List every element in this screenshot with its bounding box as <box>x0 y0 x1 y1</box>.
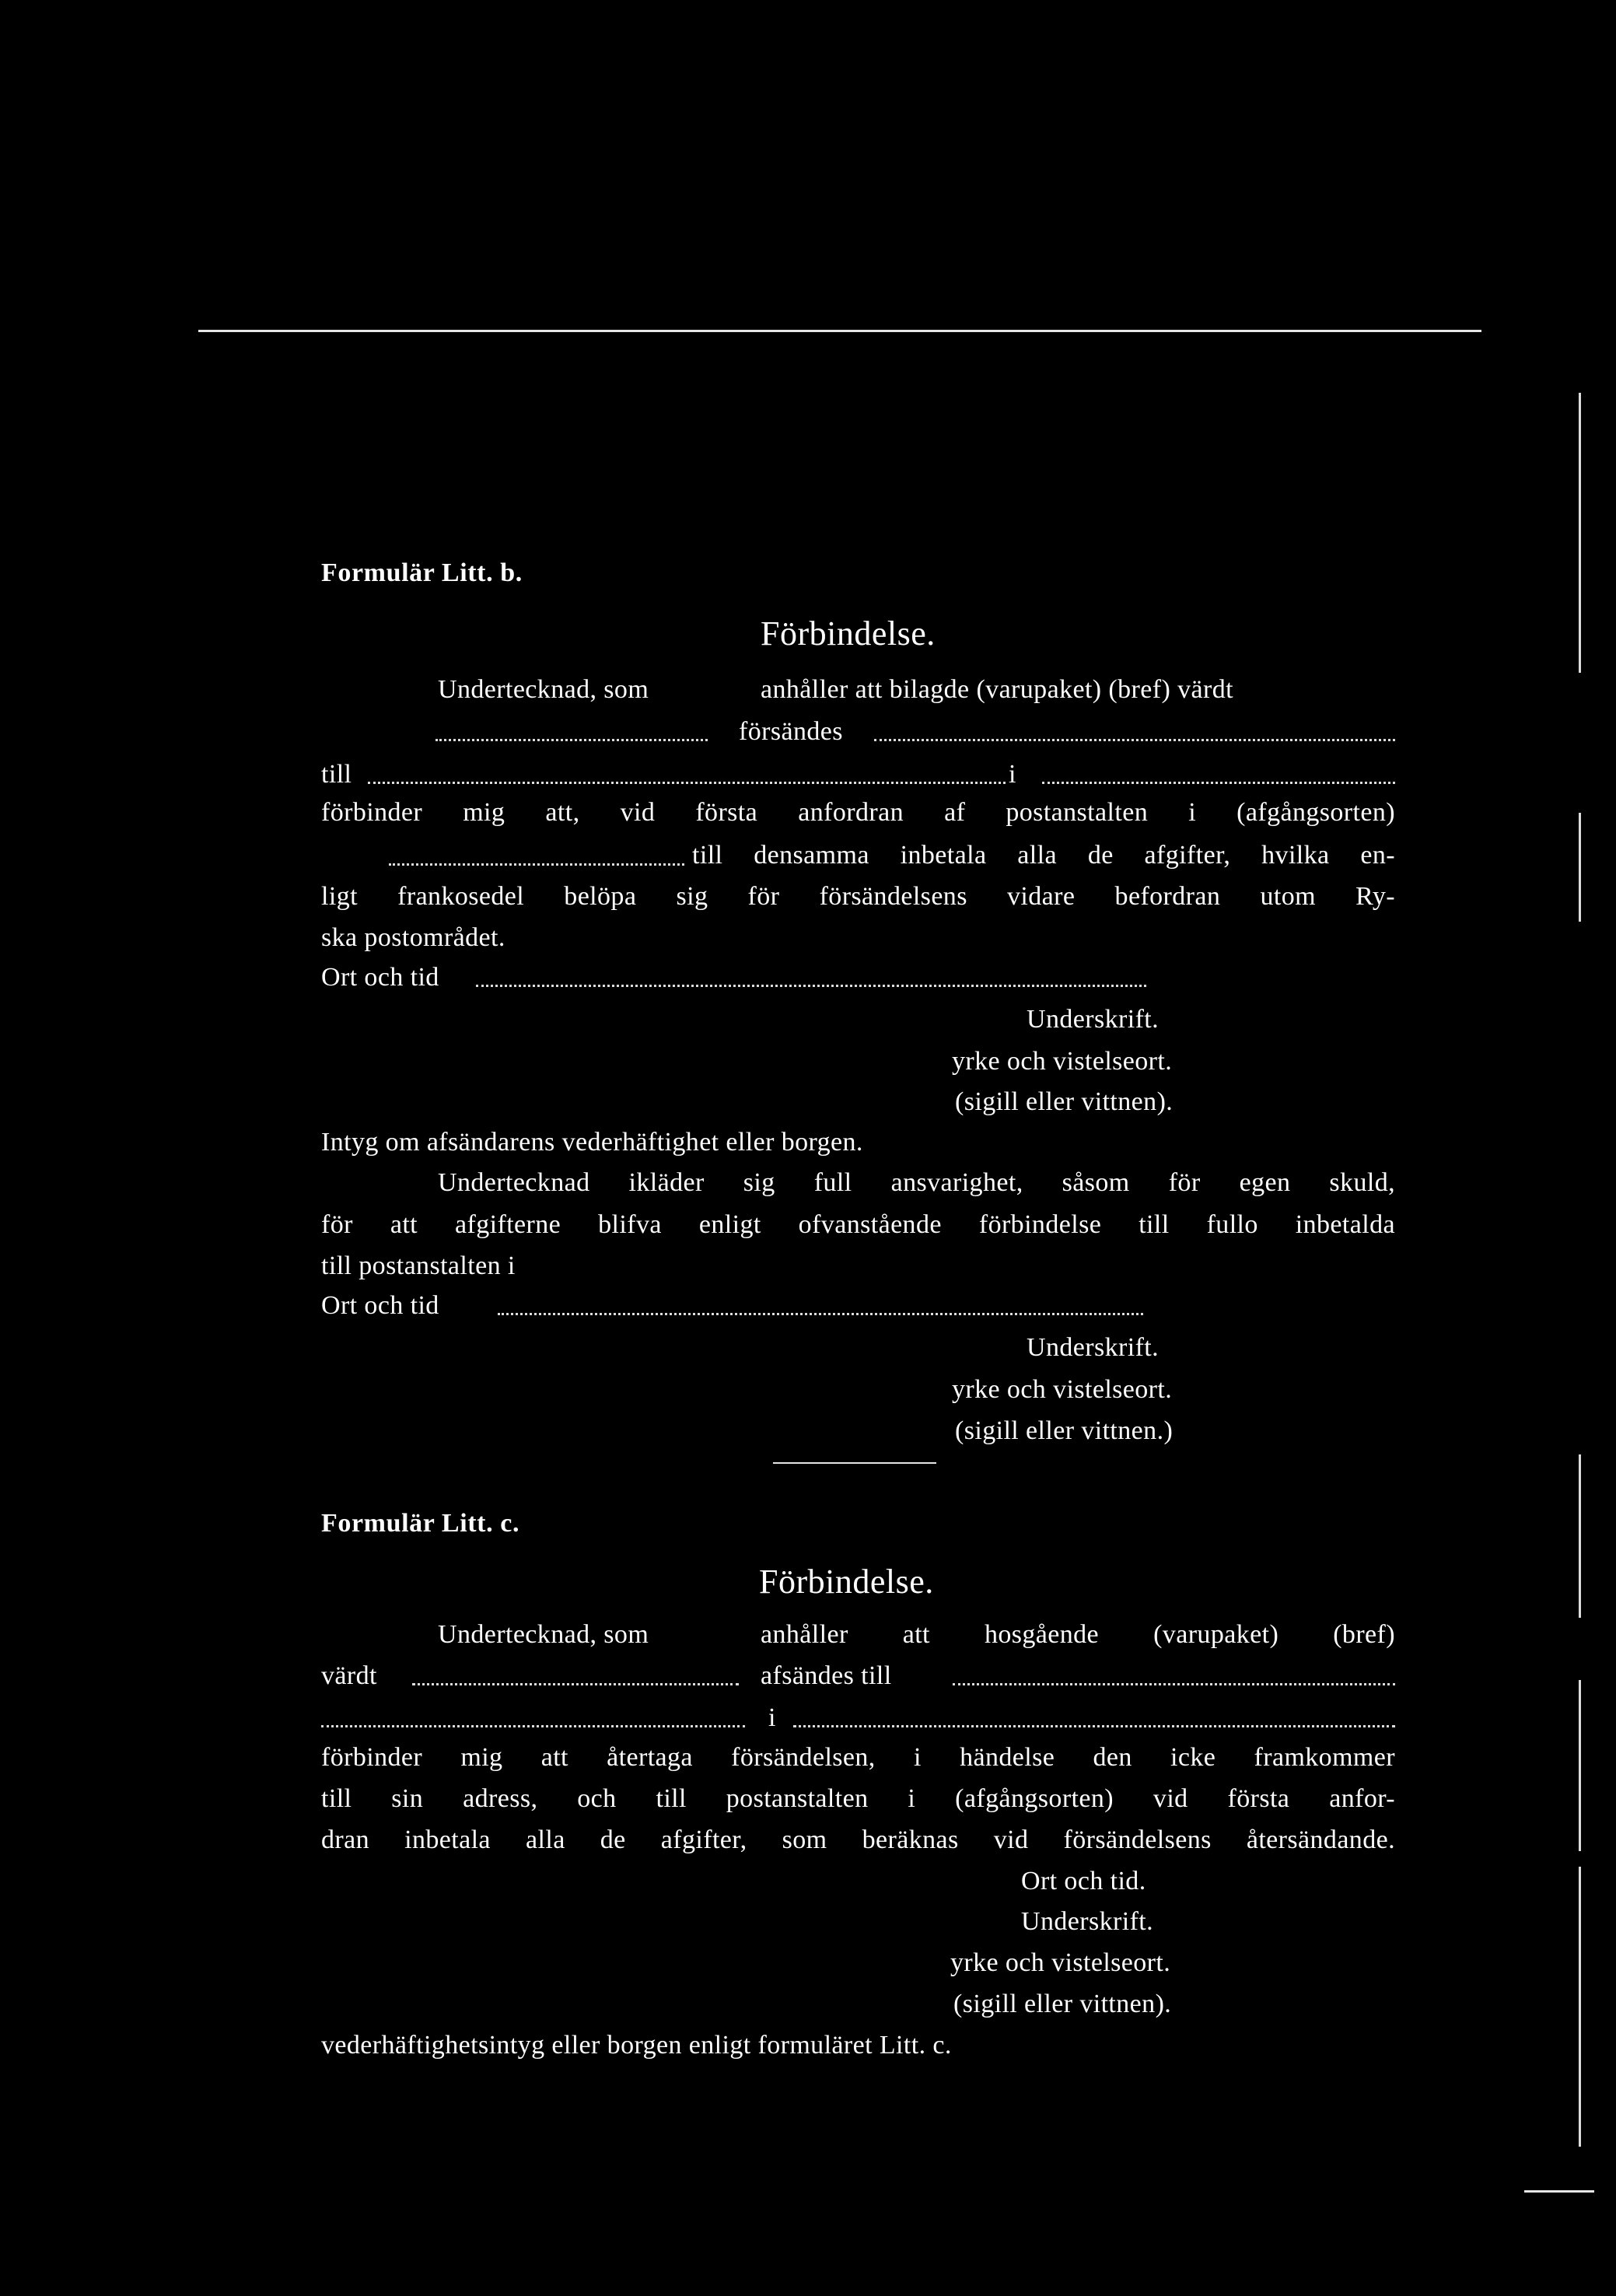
form-c-line3-i: i <box>768 1703 776 1732</box>
bottom-border-rule <box>1524 2190 1594 2193</box>
intyg-yrke: yrke och vistelseort. <box>952 1375 1173 1404</box>
intyg-heading: Intyg om afsändarens vederhäftighet eller borgen. <box>321 1128 863 1157</box>
form-c-line1-right: anhåller att hosgående (varupaket) (bref) <box>761 1620 1395 1649</box>
form-c-line2-vardt: värdt <box>321 1661 377 1690</box>
form-c-blank-recipient-cont <box>321 1725 745 1727</box>
form-b-blank-origin <box>389 863 684 866</box>
form-c-line4: förbinder mig att återtaga försändelsen, i händelse den icke framkommer <box>321 1743 1395 1772</box>
form-c-line1-left: Undertecknad, som <box>438 1620 649 1649</box>
intyg-line1: Undertecknad ikläder sig full ansvarighet, såsom för egen skuld, <box>438 1168 1395 1197</box>
form-c-footer: vederhäftighetsintyg eller borgen enligt formuläret Litt. c. <box>321 2031 952 2060</box>
form-c-blank-recipient <box>953 1683 1395 1685</box>
form-b-line1-right: anhåller att bilagde (varupaket) (bref) värdt <box>761 675 1233 704</box>
form-b-line1-left: Undertecknad, som <box>438 675 649 704</box>
form-b-blank-destination <box>874 739 1395 741</box>
form-c-ort-och-tid: Ort och tid. <box>1021 1867 1146 1895</box>
form-b-line5: till densamma inbetala alla de afgifter, hvilka en- <box>692 841 1395 870</box>
right-edge-mark <box>1579 393 1581 673</box>
form-b-blank-value <box>435 739 708 741</box>
form-c-blank-place <box>793 1725 1395 1727</box>
form-b-line3-i: i <box>1009 760 1016 789</box>
form-c-line2-word: afsändes till <box>761 1661 892 1690</box>
form-c-heading: Formulär Litt. c. <box>321 1509 520 1538</box>
form-b-blank-place <box>1042 782 1395 784</box>
top-border-rule <box>198 330 1481 332</box>
form-b-line4: förbinder mig att, vid första anfordran af postanstalten i (afgångsorten) <box>321 798 1395 827</box>
right-edge-mark <box>1579 813 1581 922</box>
form-c-underskrift: Underskrift. <box>1021 1907 1154 1936</box>
form-b-underskrift: Underskrift. <box>1027 1005 1160 1034</box>
right-edge-mark <box>1579 1454 1581 1618</box>
form-b-yrke: yrke och vistelseort. <box>952 1047 1173 1076</box>
intyg-blank-ort <box>498 1313 1143 1315</box>
form-b-line3-till: till <box>321 760 352 789</box>
intyg-line2: för att afgifterne blifva enligt ofvanstående förbindelse till fullo inbetalda <box>321 1210 1395 1239</box>
form-b-sigill: (sigill eller vittnen). <box>955 1087 1174 1116</box>
form-b-line2-word: försändes <box>739 717 843 746</box>
right-edge-mark <box>1579 1680 1581 1851</box>
form-b-title: Förbindelse. <box>761 614 936 653</box>
intyg-line3: till postanstalten i <box>321 1251 516 1280</box>
form-b-heading: Formulär Litt. b. <box>321 558 523 587</box>
form-b-line7: ska postområdet. <box>321 923 505 952</box>
form-b-line6: ligt frankosedel belöpa sig för försändelsens vidare befordran utom Ry- <box>321 882 1395 911</box>
form-c-line5: till sin adress, och till postanstalten i (afgångsorten) vid första anfor- <box>321 1784 1395 1813</box>
form-c-yrke: yrke och vistelseort. <box>950 1948 1171 1977</box>
form-c-sigill: (sigill eller vittnen). <box>953 1990 1172 2018</box>
form-b-blank-recipient <box>368 782 1006 784</box>
form-b-ort-och-tid: Ort och tid <box>321 963 439 992</box>
right-edge-mark <box>1579 1867 1581 2147</box>
intyg-ort-och-tid: Ort och tid <box>321 1291 439 1320</box>
form-b-blank-ort <box>476 985 1146 987</box>
section-divider <box>773 1462 936 1464</box>
intyg-underskrift: Underskrift. <box>1027 1333 1160 1362</box>
intyg-sigill: (sigill eller vittnen.) <box>955 1416 1174 1445</box>
form-c-blank-value <box>412 1683 739 1685</box>
form-c-line6: dran inbetala alla de afgifter, som beräknas vid försändelsens återsändande. <box>321 1825 1395 1854</box>
form-c-title: Förbindelse. <box>759 1563 934 1601</box>
